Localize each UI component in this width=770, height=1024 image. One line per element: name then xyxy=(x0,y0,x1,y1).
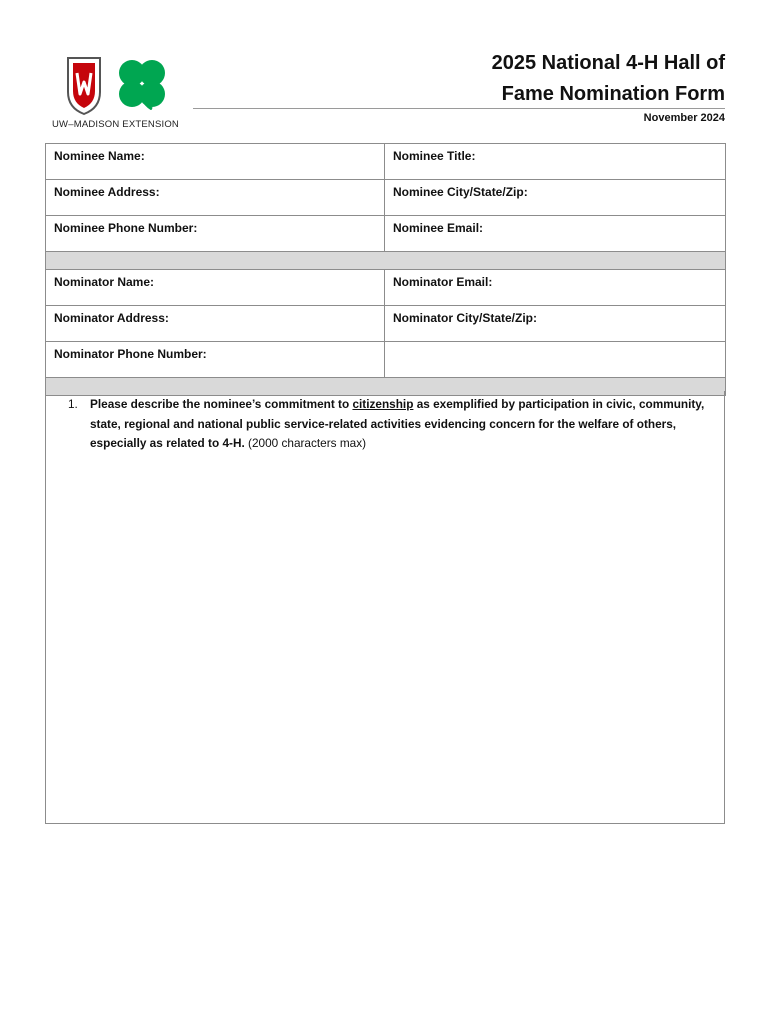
form-date: November 2024 xyxy=(643,112,725,124)
question-1-number: 1. xyxy=(68,397,78,411)
nominator-city-label: Nominator City/State/Zip: xyxy=(393,311,538,325)
nominee-phone-label: Nominee Phone Number: xyxy=(54,221,198,235)
nominee-email-field[interactable] xyxy=(385,216,726,252)
nominator-address-label: Nominator Address: xyxy=(54,311,169,325)
nominee-city-label: Nominee City/State/Zip: xyxy=(393,185,528,199)
nominator-address-field[interactable] xyxy=(46,306,385,342)
uw-crest-icon xyxy=(64,56,104,116)
question-1-text-before: Please describe the nominee’s commitment to xyxy=(90,397,353,411)
form-title xyxy=(492,48,725,110)
nominator-email-label: Nominator Email: xyxy=(393,275,493,289)
nominator-phone-field[interactable] xyxy=(46,342,385,378)
question-1-response-area[interactable] xyxy=(45,391,725,824)
header-rule xyxy=(193,108,725,109)
extension-label: UW–MADISON EXTENSION xyxy=(52,119,179,130)
nominee-address-field[interactable] xyxy=(46,180,385,216)
nominee-phone-field[interactable] xyxy=(46,216,385,252)
section-separator xyxy=(46,252,726,270)
4h-clover-icon xyxy=(116,58,168,110)
empty-field xyxy=(385,342,726,378)
nominee-name-field[interactable] xyxy=(46,144,385,180)
nominee-email-label: Nominee Email: xyxy=(393,221,484,235)
nomination-form-table xyxy=(45,143,726,396)
uw-madison-extension-logo xyxy=(52,56,192,132)
nominee-city-field[interactable] xyxy=(385,180,726,216)
title-line-1: 2025 National 4-H Hall of xyxy=(491,52,725,74)
question-1-char-limit: (2000 characters max) xyxy=(248,436,367,450)
title-line-2: Fame Nomination Form xyxy=(501,83,725,105)
nominator-city-field[interactable] xyxy=(385,306,726,342)
nominee-address-label: Nominee Address: xyxy=(54,185,160,199)
nominator-name-field[interactable] xyxy=(46,270,385,306)
nominee-title-label: Nominee Title: xyxy=(393,149,476,163)
nominator-phone-label: Nominator Phone Number: xyxy=(54,347,207,361)
question-1-text-after: as exemplified by participation in civic, community, state, regional and national public service-related activities evidencing concern for the welfare of others, especially as related to 4-H. xyxy=(90,397,705,450)
nominee-title-field[interactable] xyxy=(385,144,726,180)
nominator-email-field[interactable] xyxy=(385,270,726,306)
nominee-name-label: Nominee Name: xyxy=(54,149,145,163)
nominator-name-label: Nominator Name: xyxy=(54,275,155,289)
question-1-prompt xyxy=(90,395,726,454)
question-1-keyword: citizenship xyxy=(352,397,414,411)
